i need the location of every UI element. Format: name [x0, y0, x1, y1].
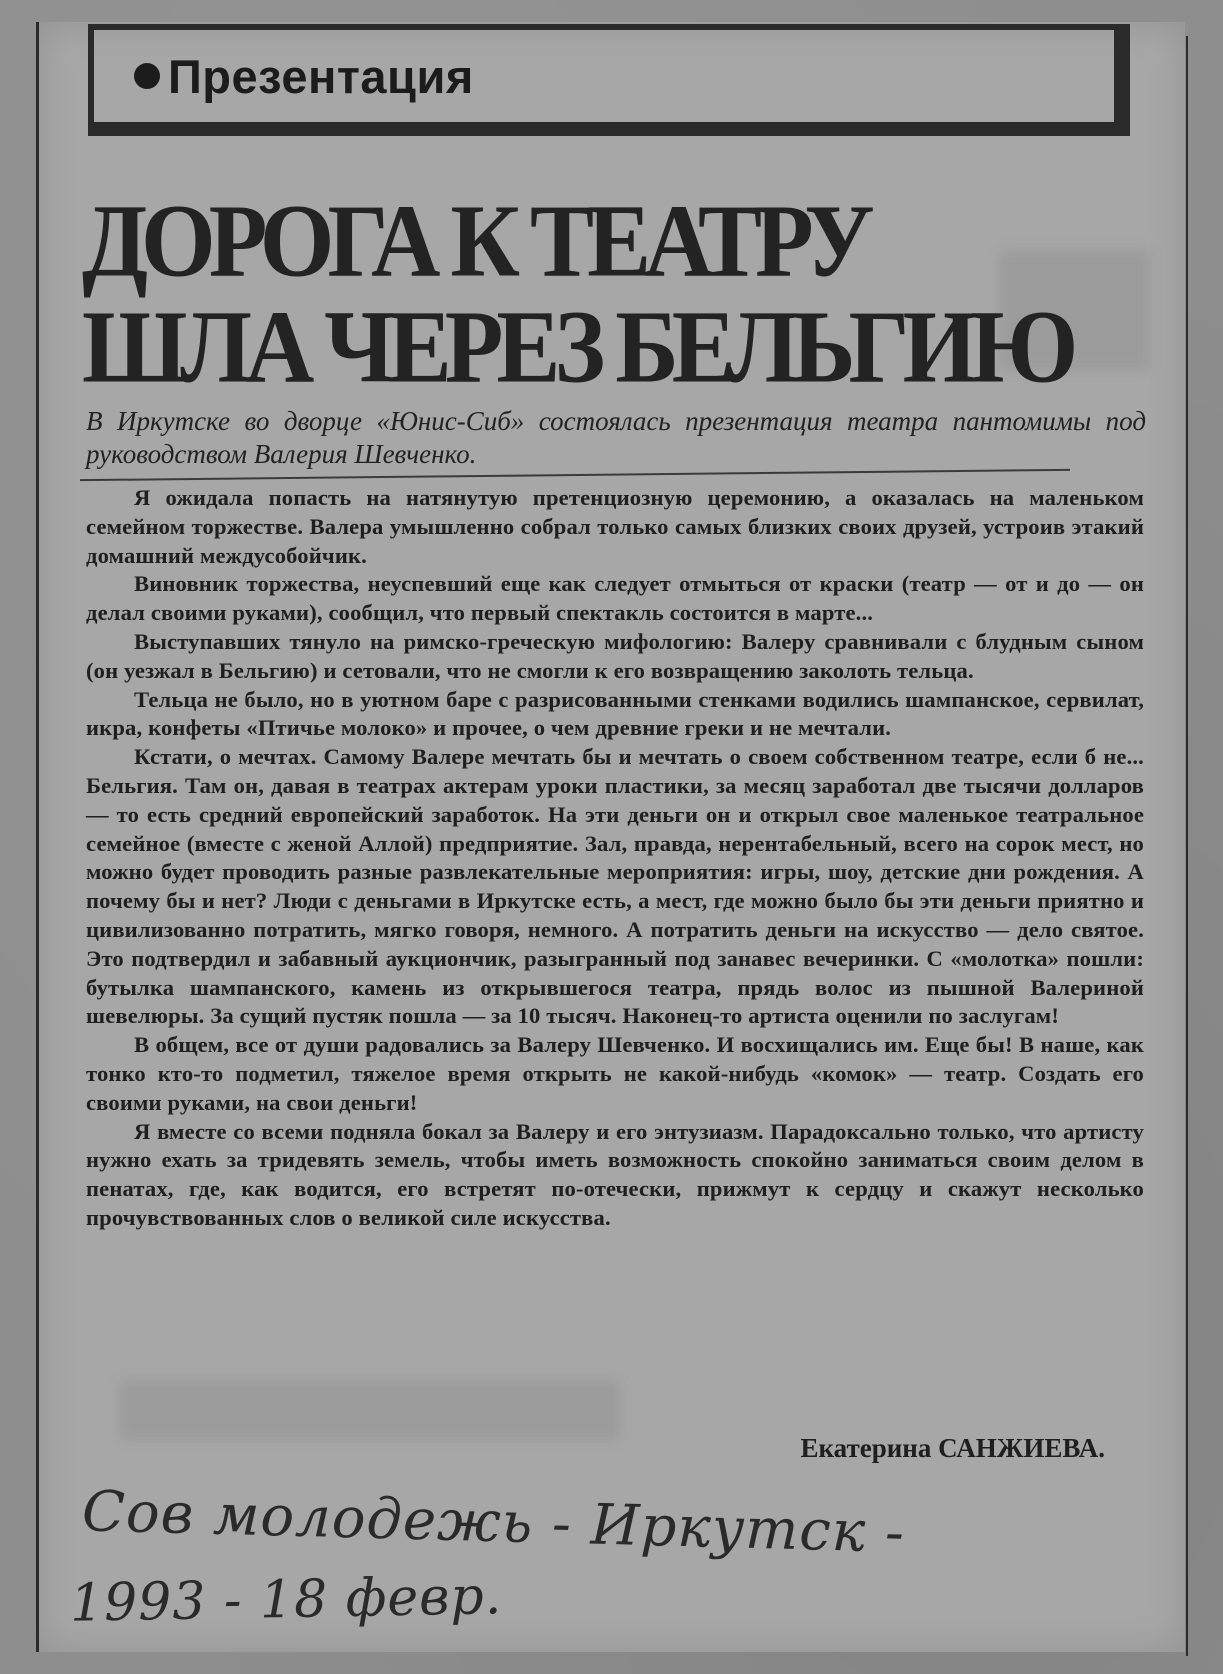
article-body — [86, 484, 1144, 1233]
headline-line-2: ШЛА ЧЕРЕЗ БЕЛЬГИЮ — [82, 288, 1072, 404]
paper-stain — [120, 1380, 620, 1440]
handwritten-date-note: 1993 - 18 февр. — [69, 1566, 503, 1634]
headline — [82, 182, 1182, 404]
rubric-label: Презентация — [168, 49, 474, 103]
paragraph: Я вместе со всеми подняла бокал за Валеру и его энтузиазм. Парадоксально только, что артисту нужно ехать за тридевять земель, чтобы иметь возможность спокойно заниматься своим делом в пенатах, где, как водится, его встретят по-отечески, прижмут к сердцу и скажут несколько прочувствованных слов о великой силе искусства. — [86, 1118, 1144, 1230]
rubric-title — [134, 49, 474, 104]
rubric-box — [88, 24, 1130, 136]
bullet-icon — [134, 63, 160, 89]
paragraph: Выступавших тянуло на римско-греческую мифологию: Валеру сравнивали с блудным сыном (он уезжал в Бельгию) и сетовали, что не смогли к его возвращению заколоть тельца. — [86, 628, 1144, 683]
handwritten-source-note: Сов молодежь - Иркутск - — [81, 1479, 906, 1566]
paragraph: В общем, все от души радовались за Валеру Шевченко. И восхищались им. Еще бы! В наше, как тонко кто-то подметил, тяжелое время открыть не какой-нибудь «комок» — театр. Создать его своими руками, на свои деньги! — [86, 1032, 1144, 1115]
headline-line-1: ДОРОГА К ТЕАТРУ — [82, 182, 868, 299]
column-rule — [1186, 36, 1188, 1656]
paragraph: Виновник торжества, неуспевший еще как следует отмыться от краски (театр — от и до — он делал своими руками), сообщил, что первый спектакль состоится в марте... — [86, 571, 1144, 626]
author-signature: Екатерина САНЖИЕВА. — [800, 1433, 1105, 1463]
paragraph: Кстати, о мечтах. Самому Валере мечтать бы и мечтать о своем собственном театре, если б не... Бельгия. Там он, давая в театрах актерам уроки пластики, за месяц заработал две тысячи долларов — то есть средний европейский заработок. На эти деньги он и открыл свое маленькое театральное семейное (вместе с женой Аллой) предприятие. Зал, правда, нерентабельный, всего на сорок мест, но можно будет проводить разные развлекательные мероприятия: игры, шоу, детские дни рождения. А почему бы и нет? Люди с деньгами в Иркутске есть, а мест, где можно было бы эти деньги приятно и цивилизованно потратить, мягко говоря, немного. А потратить деньги на искусство — дело святое. Это подтвердил и забавный аукциончик, разыгранный под занавес вечеринки. С «молотка» пошли: бутылка шампанского, камень из открывшегося театра, прядь волос из пышной Валериной шевелюры. За сущий пустяк пошла — за 10 тысяч. Наконец-то артиста оценили по заслугам! — [86, 744, 1144, 1029]
lead-paragraph: В Иркутске во дворце «Юнис-Сиб» состоялась презентация театра пантомимы под руководством Валерия Шевченко. — [86, 406, 1146, 469]
paragraph: Тельца не было, но в уютном баре с разрисованными стенками водились шампанское, сервилат, икра, конфеты «Птичье молоко» и прочее, о чем древние греки и не мечтали. — [86, 686, 1144, 741]
paragraph: Я ожидала попасть на натянутую претенциозную церемонию, а оказалась на маленьком семейном торжестве. Валера умышленно собрал только самых близких своих друзей, устроив этакий домашний междусобойчик. — [86, 485, 1144, 568]
